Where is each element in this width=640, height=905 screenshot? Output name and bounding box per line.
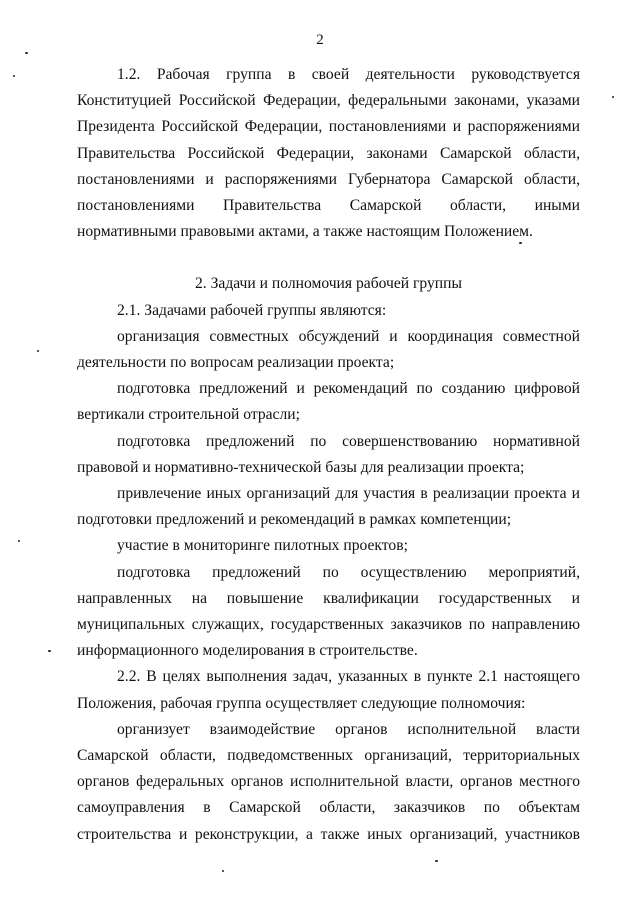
page-number: 2: [316, 32, 324, 48]
paragraph-2-1: 2.1. Задачами рабочей группы являются:: [117, 301, 387, 319]
scan-speck: [25, 52, 28, 54]
paragraph-2-2: 2.2. В целях выполнения задач, указанных в пункте 2.1 настоящего Положения, рабочая группа осуществляет следующие полномочия:: [77, 668, 580, 712]
scan-speck: [222, 870, 224, 872]
power-item: организует взаимодействие органов исполнительной власти Самарской области, подведомственных организаций, территориальных органов федеральных органов исполнительной власти, органов местного самоуправления в Самарской области, заказчиков по объектам строительства и реконструкции, а также иных организаций, участников: [77, 720, 580, 843]
scan-speck: [612, 96, 614, 98]
paragraph-1-2: 1.2. Рабочая группа в своей деятельности руководствуется Конституцией Российской Федерации, федеральными законами, указами Президента Российской Федерации, постановлениями и распоряжениями Правительства Российской Федерации, законами Самарской области, постановлениями и распоряжениями Губернатора Самарской области, постановлениями Правительства Самарской области, иными нормативными правовыми актами, а также настоящим Положением.: [77, 66, 580, 241]
scan-speck: [13, 75, 15, 77]
scan-speck: [48, 650, 51, 652]
section-2-heading: 2. Задачи и полномочия рабочей группы: [195, 275, 462, 293]
scan-speck: [519, 242, 522, 244]
task-item: привлечение иных организаций для участия в реализации проекта и подготовки предложений и рекомендаций в рамках компетенции;: [77, 485, 580, 529]
task-item: подготовка предложений по совершенствованию нормативной правовой и нормативно-технической базы для реализации проекта;: [77, 432, 580, 476]
task-item: организация совместных обсуждений и координация совместной деятельности по вопросам реализации проекта;: [77, 327, 580, 372]
scan-speck: [435, 860, 438, 862]
task-item: участие в мониторинге пилотных проектов;: [117, 537, 408, 555]
document-body: [77, 62, 580, 848]
task-item: подготовка предложений по осуществлению мероприятий, направленных на повышение квалификации государственных и муниципальных служащих, государственных заказчиков по направлению информационного моделирования в строительстве.: [77, 563, 580, 660]
scan-speck: [18, 540, 20, 542]
scan-speck: [37, 350, 39, 352]
task-item: подготовка предложений и рекомендаций по созданию цифровой вертикали строительной отрасли;: [77, 380, 580, 424]
